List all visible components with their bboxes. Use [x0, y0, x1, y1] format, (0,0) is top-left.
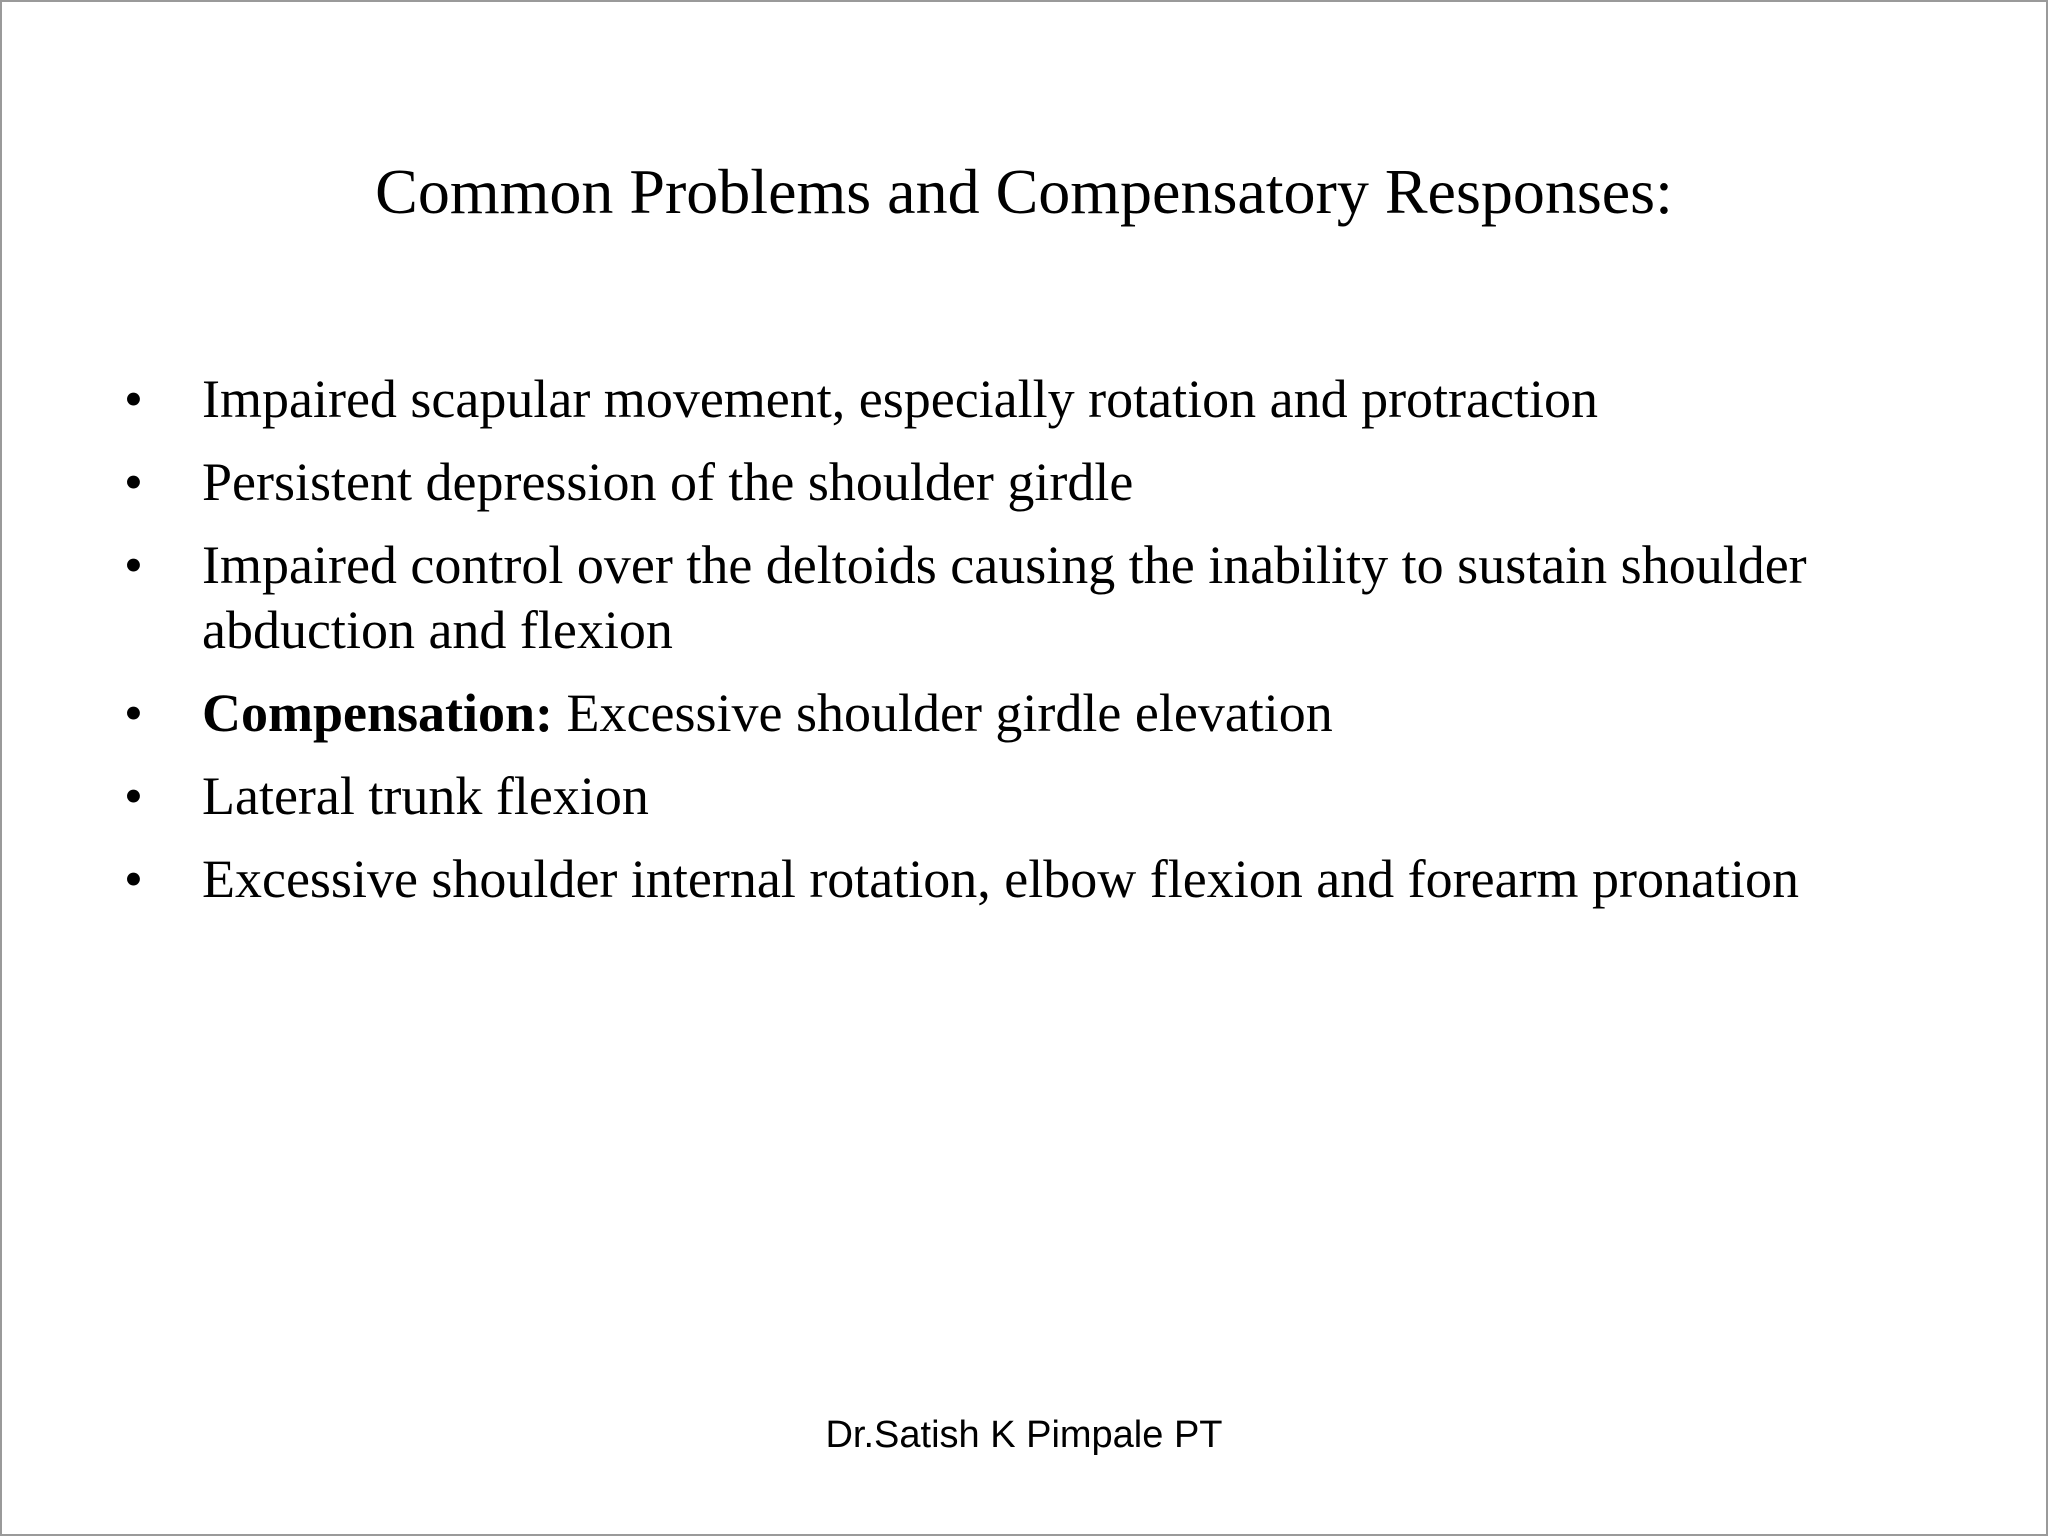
bullet-item: [124, 764, 1922, 829]
bullet-text: Excessive shoulder girdle elevation: [553, 683, 1333, 743]
bullet-item: [124, 367, 1922, 432]
bullet-dot: •: [124, 452, 143, 512]
bullet-bold-text: Compensation:: [202, 683, 554, 743]
bullet-dot: •: [124, 766, 143, 826]
bullet-text: Impaired control over the deltoids causing the inability to sustain shoulder abduction and flexion: [202, 535, 1807, 660]
bullet-text: Lateral trunk flexion: [202, 766, 649, 826]
bullet-text: Impaired scapular movement, especially rotation and protraction: [202, 369, 1598, 429]
bullet-item: [124, 847, 1922, 912]
bullet-dot: •: [124, 369, 143, 429]
bullet-item: [124, 681, 1922, 746]
bullet-dot: •: [124, 535, 143, 595]
bullet-text: Persistent depression of the shoulder girdle: [202, 452, 1134, 512]
slide-title: Common Problems and Compensatory Responses:: [375, 156, 1673, 227]
bullet-list: [124, 367, 1922, 930]
bullet-dot: •: [124, 683, 143, 743]
bullet-item: [124, 450, 1922, 515]
bullet-dot: •: [124, 849, 143, 909]
slide-footer: Dr.Satish K Pimpale PT: [825, 1414, 1223, 1456]
bullet-item: [124, 533, 1922, 663]
bullet-text: Excessive shoulder internal rotation, elbow flexion and forearm pronation: [202, 849, 1800, 909]
